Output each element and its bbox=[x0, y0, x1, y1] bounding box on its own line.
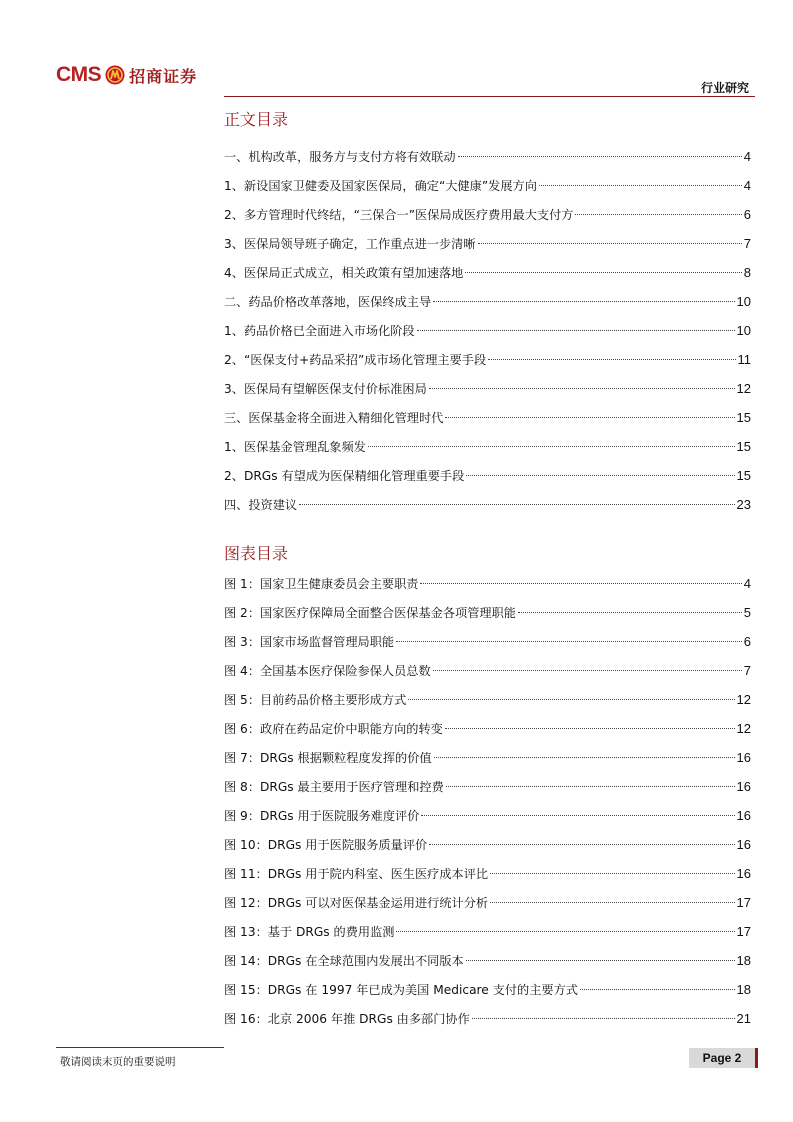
entry-page-number: 8 bbox=[743, 265, 751, 280]
entry-label: 1、药品价格已全面进入市场化阶段 bbox=[224, 324, 415, 338]
toc-entry[interactable] bbox=[224, 432, 751, 461]
toc-entry[interactable] bbox=[224, 287, 751, 316]
dot-leader bbox=[490, 873, 734, 874]
report-category: 行业研究 bbox=[700, 81, 749, 95]
entry-page-number: 15 bbox=[736, 410, 751, 425]
dot-leader bbox=[539, 185, 742, 186]
dot-leader bbox=[465, 272, 741, 273]
entry-label: 图 4：全国基本医疗保险参保人员总数 bbox=[224, 664, 431, 678]
dot-leader bbox=[396, 931, 734, 932]
entry-page-number: 6 bbox=[743, 207, 751, 222]
entry-label: 图 2：国家医疗保障局全面整合医保基金各项管理职能 bbox=[224, 606, 516, 620]
entry-label: 图 16：北京 2006 年推 DRGs 由多部门协作 bbox=[224, 1012, 470, 1026]
dot-leader bbox=[420, 583, 741, 584]
entry-page-number: 16 bbox=[736, 837, 751, 852]
entry-label: 2、“医保支付+药品采招”成市场化管理主要手段 bbox=[224, 353, 487, 367]
dot-leader bbox=[408, 699, 734, 700]
entry-page-number: 21 bbox=[736, 1011, 751, 1026]
dot-leader bbox=[580, 989, 735, 990]
figure-entry[interactable] bbox=[224, 685, 751, 714]
entry-label: 图 9：DRGs 用于医院服务难度评价 bbox=[224, 809, 420, 823]
dot-leader bbox=[466, 960, 735, 961]
toc-entry[interactable] bbox=[224, 374, 751, 403]
entry-label: 图 14：DRGs 在全球范围内发展出不同版本 bbox=[224, 954, 464, 968]
entry-page-number: 11 bbox=[737, 352, 751, 367]
toc-entry[interactable] bbox=[224, 258, 751, 287]
figures-list bbox=[224, 569, 751, 1033]
dot-leader bbox=[466, 475, 734, 476]
dot-leader bbox=[445, 417, 734, 418]
figure-entry[interactable] bbox=[224, 859, 751, 888]
footer-divider bbox=[56, 1047, 224, 1048]
entry-label: 图 15：DRGs 在 1997 年已成为美国 Medicare 支付的主要方式 bbox=[224, 983, 578, 997]
entry-page-number: 4 bbox=[743, 576, 751, 591]
entry-page-number: 4 bbox=[743, 149, 751, 164]
dot-leader bbox=[429, 844, 734, 845]
disclaimer-note: 敬请阅读末页的重要说明 bbox=[60, 1056, 176, 1068]
entry-label: 1、新设国家卫健委及国家医保局，确定“大健康”发展方向 bbox=[224, 179, 537, 193]
figure-entry[interactable] bbox=[224, 975, 751, 1004]
dot-leader bbox=[433, 670, 742, 671]
logo-cn-text: 招商证券 bbox=[129, 66, 198, 86]
figure-entry[interactable] bbox=[224, 743, 751, 772]
contents-list bbox=[224, 142, 751, 519]
dot-leader bbox=[421, 815, 734, 816]
entry-page-number: 23 bbox=[736, 497, 751, 512]
entry-page-number: 15 bbox=[736, 468, 751, 483]
dot-leader bbox=[472, 1018, 735, 1019]
entry-label: 图 1：国家卫生健康委员会主要职责 bbox=[224, 577, 419, 591]
header-divider bbox=[224, 96, 755, 97]
entry-page-number: 12 bbox=[736, 692, 751, 707]
entry-page-number: 17 bbox=[736, 895, 751, 910]
dot-leader bbox=[446, 786, 735, 787]
contents-title: 正文目录 bbox=[224, 110, 289, 129]
entry-page-number: 4 bbox=[743, 178, 751, 193]
toc-entry[interactable] bbox=[224, 142, 751, 171]
dot-leader bbox=[434, 757, 735, 758]
dot-leader bbox=[417, 330, 735, 331]
entry-page-number: 6 bbox=[743, 634, 751, 649]
entry-label: 一、机构改革，服务方与支付方将有效联动 bbox=[224, 150, 456, 164]
entry-page-number: 17 bbox=[736, 924, 751, 939]
dot-leader bbox=[575, 214, 741, 215]
dot-leader bbox=[429, 388, 735, 389]
entry-page-number: 12 bbox=[736, 721, 751, 736]
entry-page-number: 12 bbox=[736, 381, 751, 396]
entry-label: 四、投资建议 bbox=[224, 498, 298, 512]
entry-label: 三、医保基金将全面进入精细化管理时代 bbox=[224, 411, 444, 425]
entry-label: 3、医保局领导班子确定，工作重点进一步清晰 bbox=[224, 237, 476, 251]
entry-page-number: 16 bbox=[736, 750, 751, 765]
figure-entry[interactable] bbox=[224, 714, 751, 743]
entry-page-number: 10 bbox=[736, 294, 751, 309]
page-number: Page 2 bbox=[689, 1048, 758, 1068]
toc-entry[interactable] bbox=[224, 229, 751, 258]
entry-page-number: 10 bbox=[736, 323, 751, 338]
logo-cms-text: CMS bbox=[56, 63, 102, 86]
figure-entry[interactable] bbox=[224, 830, 751, 859]
dot-leader bbox=[458, 156, 742, 157]
entry-label: 图 8：DRGs 最主要用于医疗管理和控费 bbox=[224, 780, 444, 794]
dot-leader bbox=[396, 641, 742, 642]
entry-label: 图 10：DRGs 用于医院服务质量评价 bbox=[224, 838, 428, 852]
figure-entry[interactable] bbox=[224, 627, 751, 656]
dot-leader bbox=[478, 243, 742, 244]
entry-label: 1、医保基金管理乱象频发 bbox=[224, 440, 366, 454]
dot-leader bbox=[445, 728, 735, 729]
logo-emblem-icon bbox=[105, 65, 125, 85]
dot-leader bbox=[368, 446, 735, 447]
dot-leader bbox=[299, 504, 734, 505]
toc-entry[interactable] bbox=[224, 345, 751, 374]
figure-entry[interactable] bbox=[224, 656, 751, 685]
entry-label: 图 6：政府在药品定价中职能方向的转变 bbox=[224, 722, 443, 736]
entry-label: 3、医保局有望解医保支付价标准困局 bbox=[224, 382, 427, 396]
entry-page-number: 16 bbox=[736, 866, 751, 881]
toc-entry[interactable] bbox=[224, 461, 751, 490]
entry-page-number: 16 bbox=[736, 779, 751, 794]
figure-entry[interactable] bbox=[224, 1004, 751, 1033]
dot-leader bbox=[433, 301, 734, 302]
entry-label: 图 13：基于 DRGs 的费用监测 bbox=[224, 925, 395, 939]
entry-label: 二、药品价格改革落地，医保终成主导 bbox=[224, 295, 432, 309]
logo bbox=[56, 62, 197, 88]
entry-label: 图 7：DRGs 根据颗粒程度发挥的价值 bbox=[224, 751, 432, 765]
dot-leader bbox=[488, 359, 735, 360]
figure-entry[interactable] bbox=[224, 888, 751, 917]
entry-label: 4、医保局正式成立，相关政策有望加速落地 bbox=[224, 266, 464, 280]
entry-page-number: 15 bbox=[736, 439, 751, 454]
figure-entry[interactable] bbox=[224, 598, 751, 627]
toc-entry[interactable] bbox=[224, 171, 751, 200]
entry-label: 2、DRGs 有望成为医保精细化管理重要手段 bbox=[224, 469, 465, 483]
entry-label: 2、多方管理时代终结，“三保合一”医保局成医疗费用最大支付方 bbox=[224, 208, 574, 222]
entry-page-number: 7 bbox=[743, 236, 751, 251]
entry-page-number: 18 bbox=[736, 953, 751, 968]
figure-entry[interactable] bbox=[224, 917, 751, 946]
entry-label: 图 11：DRGs 用于院内科室、医生医疗成本评比 bbox=[224, 867, 489, 881]
figure-entry[interactable] bbox=[224, 801, 751, 830]
toc-entry[interactable] bbox=[224, 490, 751, 519]
dot-leader bbox=[518, 612, 742, 613]
figure-entry[interactable] bbox=[224, 772, 751, 801]
toc-entry[interactable] bbox=[224, 316, 751, 345]
entry-page-number: 18 bbox=[736, 982, 751, 997]
figures-title: 图表目录 bbox=[224, 544, 289, 563]
entry-page-number: 7 bbox=[743, 663, 751, 678]
entry-page-number: 16 bbox=[736, 808, 751, 823]
entry-page-number: 5 bbox=[743, 605, 751, 620]
toc-entry[interactable] bbox=[224, 403, 751, 432]
toc-entry[interactable] bbox=[224, 200, 751, 229]
entry-label: 图 3：国家市场监督管理局职能 bbox=[224, 635, 395, 649]
figure-entry[interactable] bbox=[224, 569, 751, 598]
figure-entry[interactable] bbox=[224, 946, 751, 975]
entry-label: 图 12：DRGs 可以对医保基金运用进行统计分析 bbox=[224, 896, 489, 910]
entry-label: 图 5：目前药品价格主要形成方式 bbox=[224, 693, 407, 707]
dot-leader bbox=[490, 902, 734, 903]
